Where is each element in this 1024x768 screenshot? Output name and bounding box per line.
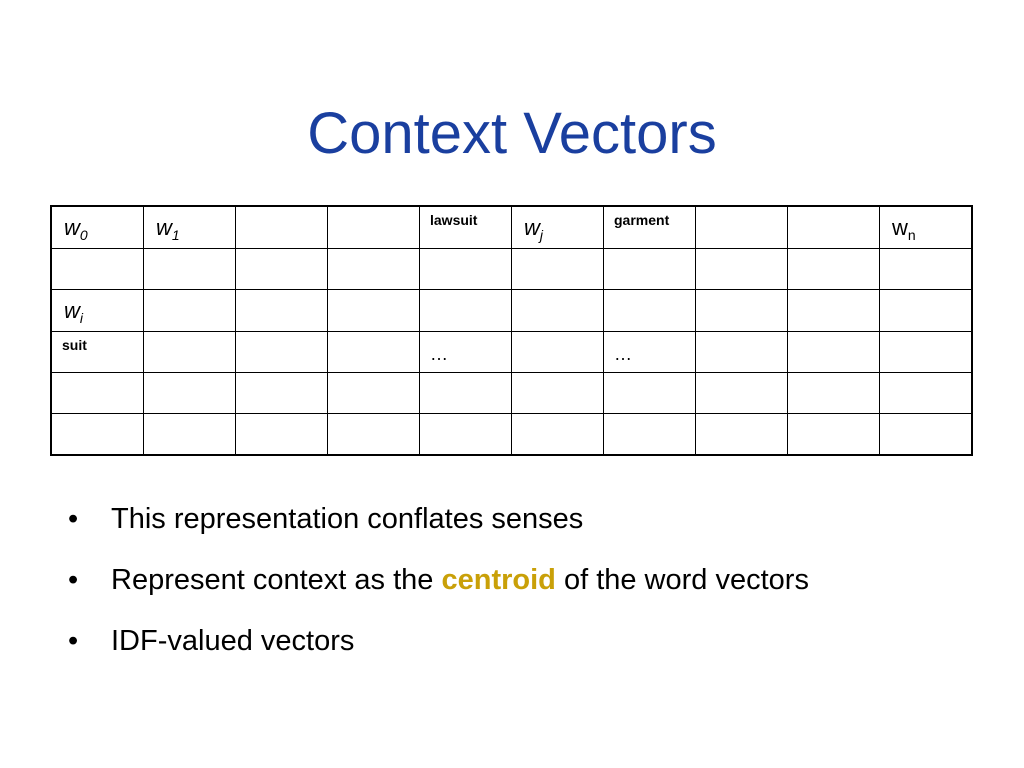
table-cell [51,206,144,249]
bullet-text: IDF-valued vectors [111,625,355,657]
table-cell [788,290,880,332]
table-row [51,373,972,414]
table-cell [144,206,236,249]
bullet-dot-icon: • [68,503,79,535]
context-vector-table [50,205,973,456]
cell-suit: suit [62,337,87,353]
table-cell [236,373,328,414]
table-cell [328,332,420,373]
bullet-text: of the word vectors [555,564,809,596]
bullet-text: Represent context as the [111,564,442,596]
table-cell [51,249,144,290]
table-cell [788,332,880,373]
cell-ellipsis: … [430,344,448,364]
cell-w1: $w_1$ [156,215,180,243]
table-cell [420,206,512,249]
table-row [51,332,972,373]
table-cell [788,206,880,249]
bullet-list [68,500,809,683]
table-cell [512,290,604,332]
table-cell [144,414,236,456]
table-cell [420,414,512,456]
table-cell [236,206,328,249]
table-cell [51,414,144,456]
table-cell [144,373,236,414]
table-row [51,249,972,290]
table-cell [328,249,420,290]
table-cell [328,414,420,456]
cell-lawsuit: lawsuit [430,212,478,228]
table-cell [512,206,604,249]
table-cell [788,249,880,290]
table-cell [51,290,144,332]
table-cell [696,206,788,249]
table-cell [328,373,420,414]
cell-ellipsis: … [614,344,632,364]
table-cell [696,414,788,456]
cell-garment: garment [614,212,670,228]
table-cell [880,290,973,332]
table-cell [604,249,696,290]
bullet-item [68,561,809,599]
cell-wj: $w_j$ [524,215,544,243]
bullet-dot-icon: • [68,625,79,657]
table-cell [51,332,144,373]
table-cell [144,249,236,290]
table-cell [604,373,696,414]
table-row [51,290,972,332]
cell-wn: $w_n$ [892,215,916,243]
table-cell [880,332,973,373]
bullet-item [68,622,809,660]
table-cell [236,414,328,456]
table-cell [51,373,144,414]
table-row [51,414,972,456]
table-cell [604,206,696,249]
table-cell [420,249,512,290]
table-cell [788,373,880,414]
table-cell [696,373,788,414]
table-cell [604,290,696,332]
cell-w0: $w_0$ [64,215,88,243]
table-cell [696,332,788,373]
table-cell [420,373,512,414]
table-cell [144,332,236,373]
table-cell [512,373,604,414]
table-cell [604,332,696,373]
table-cell [328,206,420,249]
table-cell [512,332,604,373]
table-cell [880,373,973,414]
table-cell [236,332,328,373]
table-cell [696,249,788,290]
slide-title: Context Vectors [307,101,717,166]
table-cell [420,290,512,332]
bullet-text: This representation conflates senses [111,503,584,535]
table-cell [880,414,973,456]
bullet-dot-icon: • [68,564,79,596]
table-cell [420,332,512,373]
table-cell [144,290,236,332]
cell-wi: $w_i$ [64,298,84,326]
table-cell [880,206,973,249]
table-cell [604,414,696,456]
table-row [51,206,972,249]
table-cell [696,290,788,332]
table-cell [512,249,604,290]
table-cell [236,290,328,332]
table-cell [788,414,880,456]
table-cell [880,249,973,290]
table-cell [512,414,604,456]
table-cell [328,290,420,332]
table-cell [236,249,328,290]
bullet-item [68,500,809,538]
highlight-centroid: centroid [441,564,556,596]
